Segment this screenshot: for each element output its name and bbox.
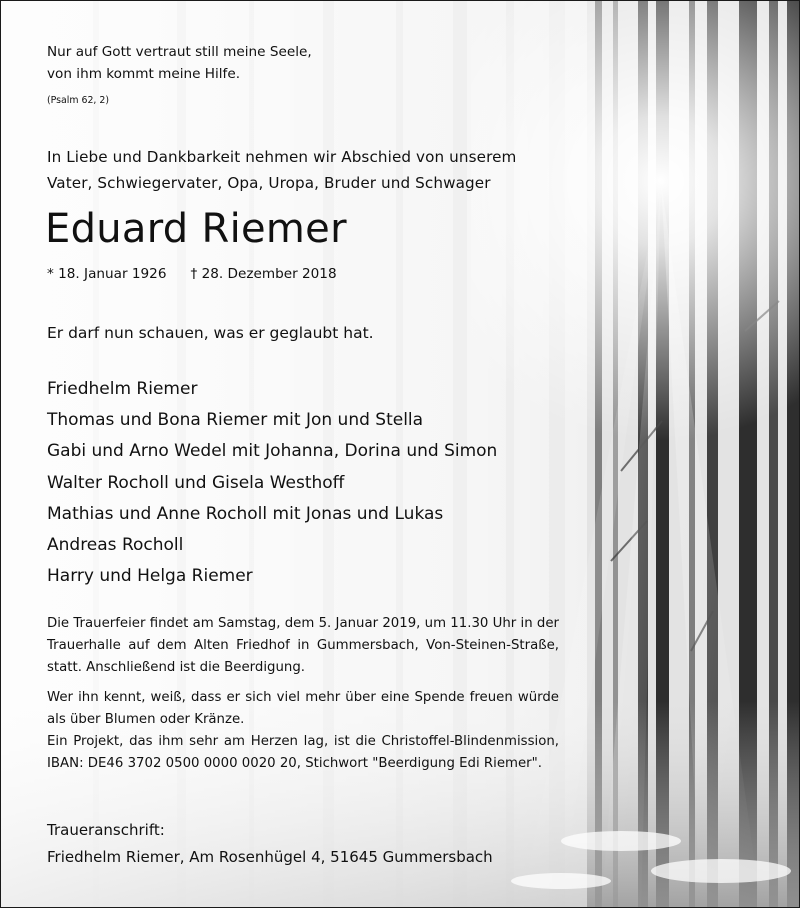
donation-request: Wer ihn kennt, weiß, dass er sich viel mehr über eine Spende freuen würde als über Blumen oder Kränze. <box>47 690 559 727</box>
mourner: Mathias und Anne Rocholl mit Jonas und Lukas <box>47 503 444 524</box>
address-label: Traueranschrift: <box>47 821 165 839</box>
intro-line-2: Vater, Schwiegervater, Opa, Uropa, Bruder und Schwager <box>47 174 491 192</box>
death-date: † 28. Dezember 2018 <box>190 266 337 282</box>
verse-line-2: von ihm kommt meine Hilfe. <box>47 66 241 82</box>
verse-reference: (Psalm 62, 2) <box>47 95 110 106</box>
mourner: Friedhelm Riemer <box>47 379 198 399</box>
mourner: Walter Rocholl und Gisela Westhoff <box>47 472 345 493</box>
funeral-info: Die Trauerfeier findet am Samstag, dem 5. Januar 2019, um 11.30 Uhr in der Trauerhalle auf dem Alten Friedhof in Gummersbach, Von-Steinen-Straße, statt. Anschließend ist die Beerdigung. <box>47 616 559 675</box>
verse-line-1: Nur auf Gott vertraut still meine Seele, <box>47 44 312 60</box>
mourner: Thomas und Bona Riemer mit Jon und Stella <box>47 410 424 431</box>
intro-line-1: In Liebe und Dankbarkeit nehmen wir Abschied von unserem <box>47 148 517 166</box>
birth-date: * 18. Januar 1926 <box>47 266 167 282</box>
mourner: Gabi und Arno Wedel mit Johanna, Dorina und Simon <box>47 441 498 462</box>
mourners-list <box>47 374 497 592</box>
memorial-quote: Er darf nun schauen, was er geglaubt hat. <box>47 324 374 342</box>
deceased-name: Eduard Riemer <box>45 206 347 252</box>
life-dates <box>47 266 337 282</box>
mourner: Andreas Rocholl <box>47 535 184 556</box>
mourning-address: Friedhelm Riemer, Am Rosenhügel 4, 51645 Gummersbach <box>47 848 493 866</box>
donation-project: Ein Projekt, das ihm sehr am Herzen lag, ist die Christoffel-Blindenmission, IBAN: DE46 3702 0500 0000 0020 20, Stichwort "Beerdigung Edi Riemer". <box>47 734 559 771</box>
mourner: Harry und Helga Riemer <box>47 566 253 587</box>
